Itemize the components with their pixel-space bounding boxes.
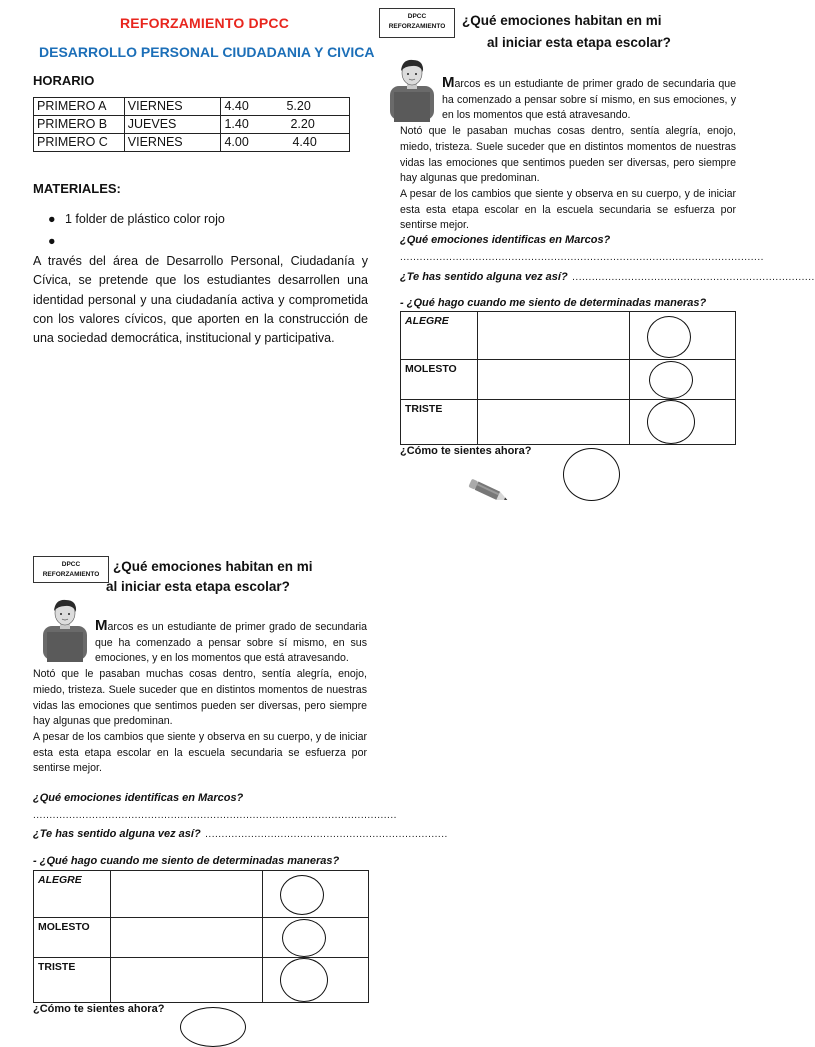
worksheet-bottom-left <box>33 556 448 1024</box>
story-paragraph-3: A pesar de los cambios que siente y observa en su cuerpo, y de iniciar esta esta etapa escolar en la escuela secundaria se esfuerza por sentirse mejor. <box>400 187 736 232</box>
question-felt-like-this-row <box>33 824 448 842</box>
pencil-icon <box>465 478 513 506</box>
emotion-circle-cell <box>263 871 369 918</box>
emotion-circle[interactable] <box>647 316 691 358</box>
emotion-circle-cell <box>630 400 736 445</box>
answer-line-2[interactable]: .......................................................................... <box>205 829 448 840</box>
answer-line-1[interactable]: ............................................................................................................... <box>33 810 397 821</box>
schedule-start: 1.40 <box>224 117 249 131</box>
worksheet-title-line2: al iniciar esta etapa escolar? <box>106 579 290 594</box>
emotion-answer-cell[interactable] <box>110 918 262 958</box>
materials-list <box>48 208 225 252</box>
question-felt-like-this-row <box>400 267 815 285</box>
schedule-heading: HORARIO <box>33 73 95 88</box>
intro-paragraph: A través del área de Desarrollo Personal, Ciudadanía y Cívica, se pretende que los estudiantes desarrollen una identidad personal y una ciudadanía activa y comprometida con los valores cívicos, que aporten en la construcción de una sociedad democrática, institucional y participativa. <box>33 254 368 346</box>
emotion-label: TRISTE <box>34 958 111 1003</box>
schedule-end: 4.40 <box>292 135 317 149</box>
question-emotions-marcos: ¿Qué emociones identificas en Marcos? <box>33 792 244 804</box>
materials-item-text: 1 folder de plástico color rojo <box>65 212 225 226</box>
emotion-label: MOLESTO <box>401 360 478 400</box>
worksheet-title-line1: ¿Qué emociones habitan en mi <box>113 559 313 574</box>
story-text <box>400 75 736 234</box>
schedule-time <box>221 116 350 134</box>
emotion-circle[interactable] <box>280 875 324 915</box>
badge-line1: DPCC <box>407 13 427 20</box>
schedule-grade: PRIMERO C <box>34 134 125 152</box>
emotion-circle-cell <box>630 360 736 400</box>
emotion-answer-cell[interactable] <box>110 958 262 1003</box>
answer-line-2[interactable]: .......................................................................... <box>572 272 815 283</box>
emotion-label: TRISTE <box>401 400 478 445</box>
dpcc-badge <box>33 556 109 583</box>
story-paragraph-3: A pesar de los cambios que siente y observa en su cuerpo, y de iniciar esta esta etapa escolar en la escuela secundaria se esfuerza por sentirse mejor. <box>33 730 367 775</box>
emotion-circle-cell <box>630 312 736 360</box>
document-subtitle: DESARROLLO PERSONAL CIUDADANIA Y CIVICA <box>39 44 375 60</box>
schedule-end: 2.20 <box>290 117 315 131</box>
question-how-feel-now: ¿Cómo te sientes ahora? <box>400 445 532 457</box>
emotion-circle[interactable] <box>649 361 693 399</box>
question-felt-like-this: ¿Te has sentido alguna vez así? <box>33 828 201 840</box>
emotion-row <box>34 871 369 918</box>
emotions-table <box>33 870 369 1003</box>
emotion-label: ALEGRE <box>401 312 478 360</box>
emotion-row <box>401 360 736 400</box>
feeling-now-circle[interactable] <box>563 448 620 501</box>
schedule-time <box>221 134 350 152</box>
emotion-circle[interactable] <box>647 400 695 444</box>
story-paragraph-1: arcos es un estudiante de primer grado de secundaria que ha comenzado a pensar sobre sí mismo, en sus emociones, y en los momentos que está atravesando. <box>442 78 736 122</box>
emotion-circle-cell <box>263 918 369 958</box>
question-how-feel-now: ¿Cómo te sientes ahora? <box>33 1003 165 1015</box>
worksheet-title-line2: al iniciar esta etapa escolar? <box>487 35 671 50</box>
bullet-icon: ● <box>48 234 56 248</box>
schedule-start: 4.40 <box>224 99 249 113</box>
question-what-i-do: - ¿Qué hago cuando me siento de determinadas maneras? <box>33 855 340 867</box>
emotion-circle-cell <box>263 958 369 1003</box>
schedule-table <box>33 97 350 152</box>
badge-line2: REFORZAMIENTO <box>388 23 446 30</box>
schedule-grade: PRIMERO B <box>34 116 125 134</box>
document-title: REFORZAMIENTO DPCC <box>120 15 290 31</box>
materials-item <box>48 230 225 252</box>
dpcc-badge <box>379 8 455 38</box>
worksheet-top-right <box>379 8 815 528</box>
emotion-label: ALEGRE <box>34 871 111 918</box>
emotion-answer-cell[interactable] <box>110 871 262 918</box>
schedule-grade: PRIMERO A <box>34 98 125 116</box>
materials-item <box>48 208 225 230</box>
feeling-now-circle[interactable] <box>180 1007 246 1047</box>
emotion-circle[interactable] <box>280 958 328 1002</box>
schedule-start: 4.00 <box>224 135 249 149</box>
emotion-label: MOLESTO <box>34 918 111 958</box>
story-text <box>33 618 367 777</box>
schedule-row <box>34 134 350 152</box>
bullet-icon: ● <box>48 212 56 226</box>
schedule-time <box>221 98 350 116</box>
question-what-i-do: - ¿Qué hago cuando me siento de determinadas maneras? <box>400 297 707 309</box>
emotions-table <box>400 311 736 445</box>
schedule-day: VIERNES <box>124 98 221 116</box>
schedule-day: VIERNES <box>124 134 221 152</box>
emotion-row <box>401 312 736 360</box>
emotion-answer-cell[interactable] <box>477 312 629 360</box>
schedule-end: 5.20 <box>286 99 311 113</box>
emotion-row <box>34 918 369 958</box>
emotion-answer-cell[interactable] <box>477 360 629 400</box>
question-felt-like-this: ¿Te has sentido alguna vez así? <box>400 271 568 283</box>
story-paragraph-1: arcos es un estudiante de primer grado de secundaria que ha comenzado a pensar sobre sí mismo, en sus emociones, y en los momentos que está atravesando. <box>95 621 367 665</box>
worksheet-title-line1: ¿Qué emociones habitan en mi <box>462 13 662 28</box>
question-emotions-marcos: ¿Qué emociones identificas en Marcos? <box>400 234 611 246</box>
schedule-row <box>34 116 350 134</box>
story-paragraph-2: Notó que le pasaban muchas cosas dentro, sentía alegría, enojo, miedo, tristeza. Suele suceder que en distintos momentos de nuestras vidas las emociones que sentimos pueden ser diversas, pero siempre hay algunas que predominan. <box>33 668 367 728</box>
emotion-circle[interactable] <box>282 919 326 957</box>
story-dropcap: M <box>95 617 108 634</box>
story-dropcap: M <box>442 74 455 91</box>
badge-line1: DPCC <box>61 561 81 568</box>
emotion-answer-cell[interactable] <box>477 400 629 445</box>
emotion-row <box>34 958 369 1003</box>
schedule-day: JUEVES <box>124 116 221 134</box>
emotion-row <box>401 400 736 445</box>
schedule-row <box>34 98 350 116</box>
answer-line-1[interactable]: ............................................................................................................... <box>400 252 764 263</box>
materials-heading: MATERIALES: <box>33 181 121 196</box>
badge-line2: REFORZAMIENTO <box>42 571 100 578</box>
story-paragraph-2: Notó que le pasaban muchas cosas dentro, sentía alegría, enojo, miedo, tristeza. Suele suceder que en distintos momentos de nuestras vidas las emociones que sentimos pueden ser diversas, pero siempre hay algunas que predominan. <box>400 125 736 185</box>
